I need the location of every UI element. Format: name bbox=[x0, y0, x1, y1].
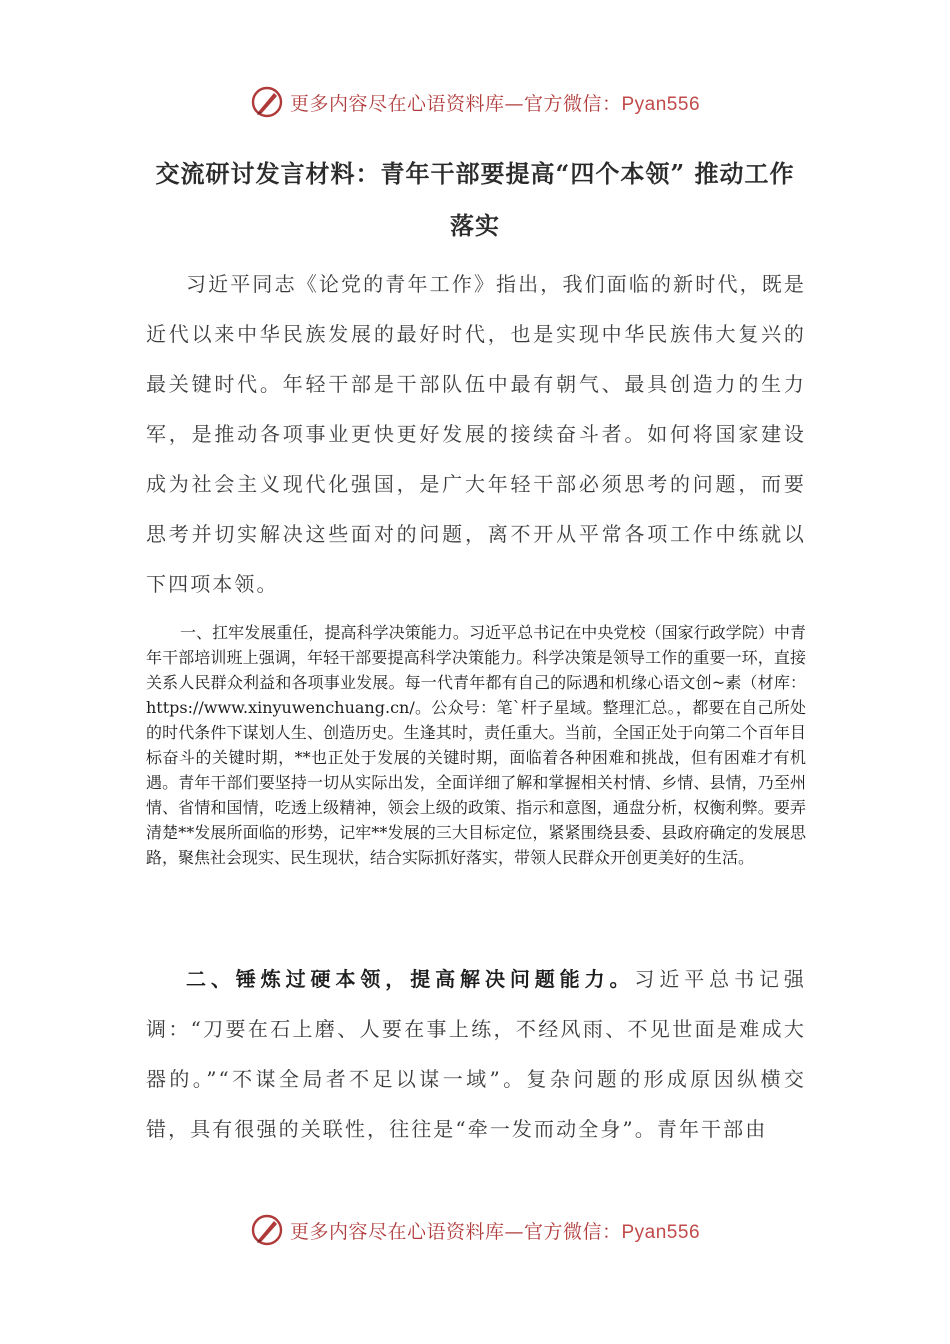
banner-text bbox=[290, 89, 700, 116]
banner-text bbox=[290, 1217, 700, 1244]
section-2-paragraph bbox=[146, 954, 806, 1154]
banner-label: 更多内容尽在心语资料库—官方微信： bbox=[289, 92, 622, 115]
banner-wechat-id: Pyan556 bbox=[621, 1221, 701, 1243]
header-banner bbox=[0, 80, 950, 124]
section-1-paragraph: 一、扛牢发展重任，提高科学决策能力。习近平总书记在中央党校（国家行政学院）中青年干部培训班上强调，年轻干部要提高科学决策能力。科学决策是领导工作的重要一环，直接关系人民群众利益和各项事业发展。每一代青年都有自己的际遇和机缘心语文创~素（材库：https://www.xinyuwenchuang.cn/。公众号：笔`杆子星域。整理汇总。，都要在自己所处的时代条件下谋划人生、创造历史。生逢其时，责任重大。当前，全国正处于向第二个百年目标奋斗的关键时期，**也正处于发展的关键时期，面临着各种困难和挑战，但有困难才有机遇。青年干部们要坚持一切从实际出发，全面详细了解和掌握相关村情、乡情、县情，乃至州情、省情和国情，吃透上级精神，领会上级的政策、指示和意图，通盘分析，权衡利弊。要弄清楚**发展所面临的形势，记牢**发展的三大目标定位，紧紧围绕县委、县政府确定的发展思路，聚焦社会现实、民生现状，结合实际抓好落实，带领人民群众开创更美好的生活。 bbox=[146, 623, 806, 867]
banner-wechat-id: Pyan556 bbox=[621, 93, 701, 115]
section-2-body: 习近平总书记强调：“刀要在石上磨、人要在事上练，不经风雨、不见世面是难成大器的。”“不谋全局者不足以谋一域”。复杂问题的形成原因纵横交错，具有很强的关联性，往往是“牵一发而动全身”。青年干部由 bbox=[146, 967, 806, 1141]
footer-banner bbox=[0, 1208, 950, 1252]
intro-paragraph: 习近平同志《论党的青年工作》指出，我们面临的新时代，既是近代以来中华民族发展的最好时代，也是实现中华民族伟大复兴的最关键时代。年轻干部是干部队伍中最有朝气、最具创造力的生力军，是推动各项事业更快更好发展的接续奋斗者。如何将国家建设成为社会主义现代化强国，是广大年轻干部必须思考的问题，而要思考并切实解决这些面对的问题，离不开从平常各项工作中练就以下四项本领。 bbox=[146, 272, 806, 596]
pen-logo-icon bbox=[250, 1213, 284, 1247]
document-title: 交流研讨发言材料：青年干部要提高“四个本领” 推动工作落实 bbox=[155, 159, 795, 240]
pen-logo-icon bbox=[250, 85, 284, 119]
banner-label: 更多内容尽在心语资料库—官方微信： bbox=[289, 1220, 622, 1243]
section-2-heading: 二、锤炼过硬本领，提高解决问题能力。 bbox=[186, 967, 635, 991]
